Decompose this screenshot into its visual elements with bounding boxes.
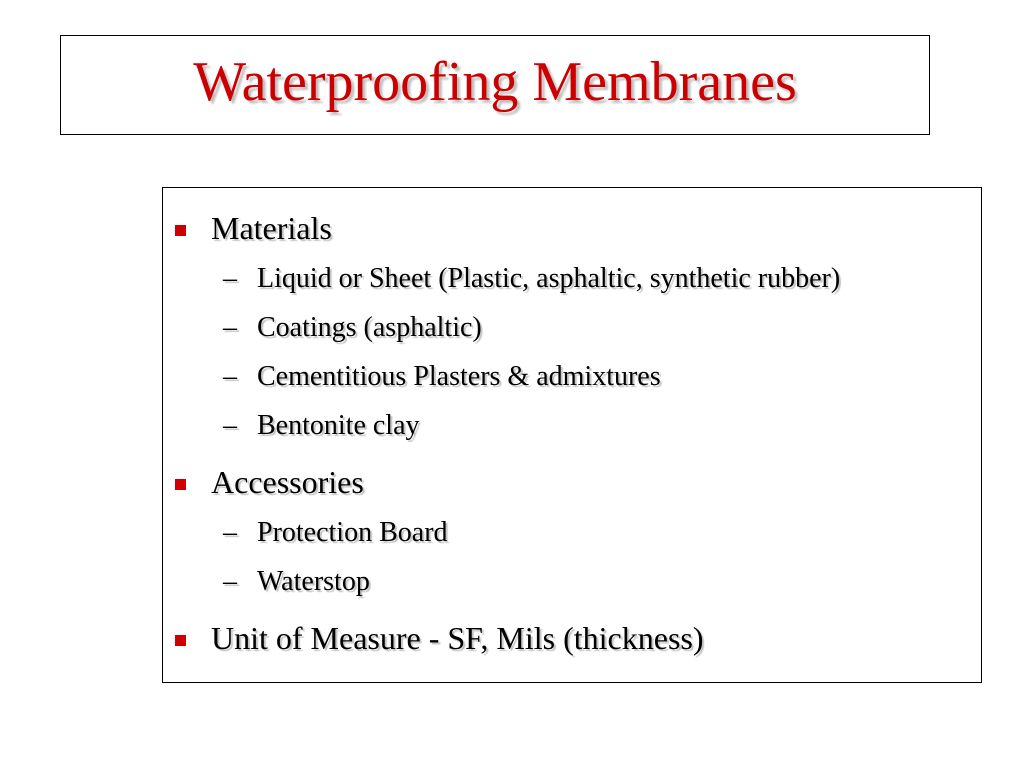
slide-title: Waterproofing Membranes <box>193 51 797 113</box>
sub-bullet-item <box>163 303 981 352</box>
dash-icon: – <box>223 263 237 294</box>
dash-icon: – <box>223 517 237 548</box>
sub-bullet-item <box>163 254 981 303</box>
dash-icon: – <box>223 361 237 392</box>
sub-bullet-text: Coatings (asphaltic) <box>257 312 482 343</box>
bullet-group-materials <box>163 202 981 456</box>
sub-bullet-item <box>163 401 981 450</box>
square-bullet-icon <box>175 479 186 490</box>
bullet-group-accessories <box>163 456 981 612</box>
bullet-text: Materials <box>211 210 332 246</box>
bullet-group-unit-of-measure <box>163 612 981 664</box>
bullet-item <box>163 612 981 664</box>
sub-bullet-item <box>163 352 981 401</box>
sub-bullet-text: Protection Board <box>257 517 448 548</box>
dash-icon: – <box>223 410 237 441</box>
dash-icon: – <box>223 566 237 597</box>
sub-bullet-list <box>163 254 981 450</box>
sub-bullet-text: Bentonite clay <box>257 410 420 441</box>
sub-bullet-text: Liquid or Sheet (Plastic, asphaltic, synthetic rubber) <box>257 263 841 294</box>
bullet-text: Unit of Measure - SF, Mils (thickness) <box>211 620 704 656</box>
sub-bullet-item <box>163 508 981 557</box>
bullet-text: Accessories <box>211 464 364 500</box>
sub-bullet-list <box>163 508 981 606</box>
dash-icon: – <box>223 312 237 343</box>
bullet-item <box>163 456 981 508</box>
sub-bullet-text: Waterstop <box>257 566 370 597</box>
content-box <box>162 187 982 683</box>
sub-bullet-text: Cementitious Plasters & admixtures <box>257 361 661 392</box>
square-bullet-icon <box>175 225 186 236</box>
title-box <box>60 35 930 135</box>
bullet-item <box>163 202 981 254</box>
sub-bullet-item <box>163 557 981 606</box>
bullet-list <box>163 202 981 664</box>
square-bullet-icon <box>175 635 186 646</box>
